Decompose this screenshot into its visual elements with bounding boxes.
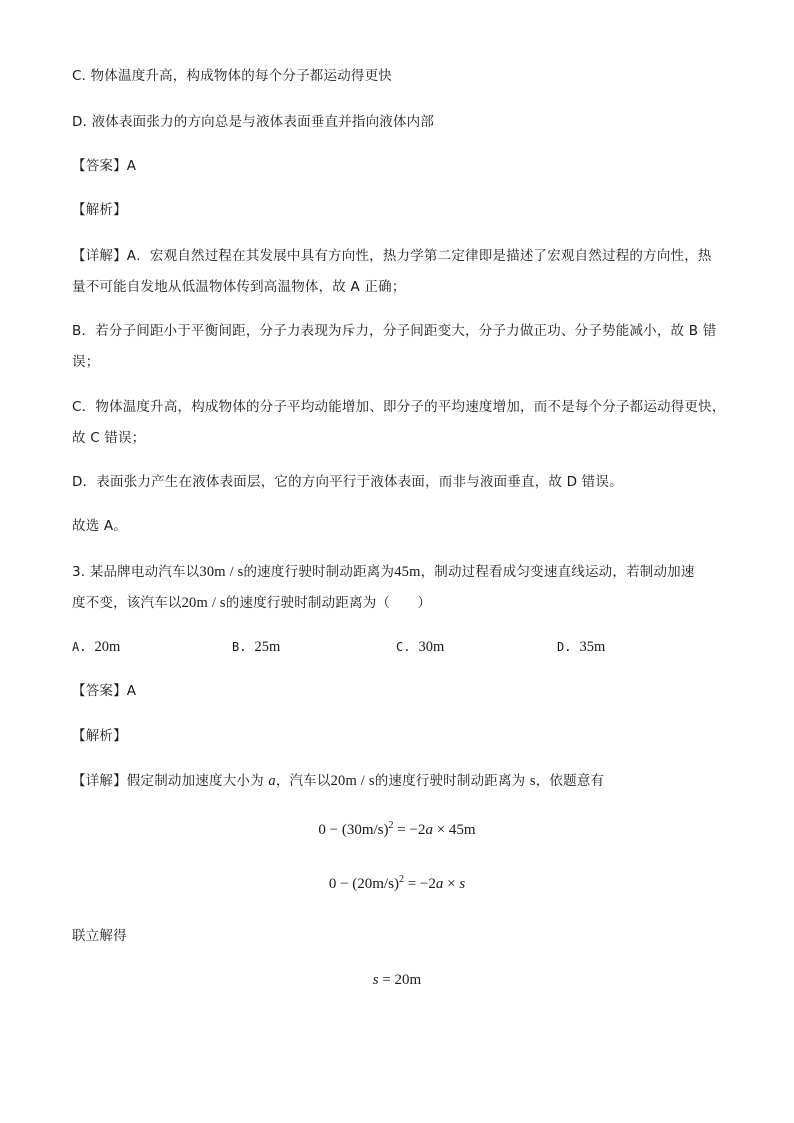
eq-term: = −2 (393, 822, 426, 838)
speed-value: 30m / s (199, 564, 244, 580)
variable-s: s (529, 773, 536, 789)
equation-1 (0, 819, 794, 841)
stem-text: 度不变，该汽车以 (72, 595, 182, 611)
combine-text: 联立解得 (72, 928, 127, 944)
eq-variable: s (459, 876, 466, 892)
eq-term: = 20m (378, 972, 422, 988)
detail-text: ，汽车以 (275, 773, 331, 789)
detail-text: 【详解】假定制动加速度大小为 (72, 773, 264, 789)
choice-letter: D. (557, 640, 572, 654)
equation-2 (0, 873, 794, 895)
detail-text: ，依题意有 (535, 773, 605, 789)
eq-term: = −2 (403, 876, 436, 892)
stem-text: 的速度行驶时制动距离为（ ） (225, 595, 432, 611)
answer-label: 【答案】A (72, 683, 137, 699)
choice-a (72, 637, 120, 657)
choice-b (232, 637, 280, 657)
eq-exponent: 2 (398, 874, 404, 885)
distance-value: 45m (394, 564, 421, 580)
speed-value: 20m / s (330, 773, 375, 789)
detail-paragraph-line: 【详解】A．宏观自然过程在其发展中具有方向性，热力学第二定律即是描述了宏观自然过程的方向性，热 (72, 248, 712, 264)
choice-value: 30m (418, 639, 445, 655)
detail-paragraph-line: B．若分子间距小于平衡间距，分子力表现为斥力，分子间距变大，分子力做正功、分子势能减小，故 B 错 (72, 323, 717, 339)
question-stem (72, 562, 695, 582)
eq-variable: s (372, 972, 379, 988)
choice-letter: B. (232, 640, 247, 654)
choice-c (396, 637, 444, 657)
conclusion-text: 故选 A。 (72, 518, 128, 534)
detail-text: 的速度行驶时制动距离为 (374, 773, 526, 789)
choice-value: 25m (254, 639, 281, 655)
option-d: D. 液体表面张力的方向总是与液体表面垂直并指向液体内部 (72, 114, 435, 130)
question-stem (72, 593, 431, 613)
detail-paragraph-line: D．表面张力产生在液体表面层，它的方向平行于液体表面，而非与液面垂直，故 D 错误。 (72, 474, 623, 490)
eq-variable: a (435, 876, 444, 892)
choice-value: 35m (579, 639, 606, 655)
eq-term: 0 − (20m/s) (328, 876, 399, 892)
choice-d (557, 637, 605, 657)
result-equation (0, 969, 794, 991)
analysis-label: 【解析】 (72, 202, 127, 218)
stem-text: 3. 某品牌电动汽车以 (72, 564, 200, 580)
eq-term: 0 − (30m/s) (318, 822, 389, 838)
eq-term: × (443, 876, 460, 892)
choice-letter: C. (396, 640, 411, 654)
choice-value: 20m (94, 639, 121, 655)
detail-paragraph-line (72, 771, 604, 791)
variable-a: a (268, 773, 276, 789)
stem-text: 的速度行驶时制动距离为 (243, 564, 395, 580)
option-c: C. 物体温度升高，构成物体的每个分子都运动得更快 (72, 68, 393, 84)
choice-letter: A. (72, 640, 87, 654)
eq-variable: a (425, 822, 433, 838)
detail-paragraph-line: 量不可能自发地从低温物体传到高温物体，故 A 正确； (72, 279, 406, 295)
eq-exponent: 2 (388, 820, 394, 831)
eq-term: × 45m (432, 822, 476, 838)
analysis-label: 【解析】 (72, 728, 127, 744)
speed-value: 20m / s (181, 595, 226, 611)
stem-text: ，制动过程看成匀变速直线运动，若制动加速 (420, 564, 695, 580)
detail-paragraph-line: 故 C 错误； (72, 430, 146, 446)
detail-paragraph-line: C．物体温度升高，构成物体的分子平均动能增加、即分子的平均速度增加，而不是每个分子都运动得更快， (72, 399, 726, 415)
detail-paragraph-line: 误； (72, 354, 100, 370)
answer-label: 【答案】A (72, 158, 137, 174)
